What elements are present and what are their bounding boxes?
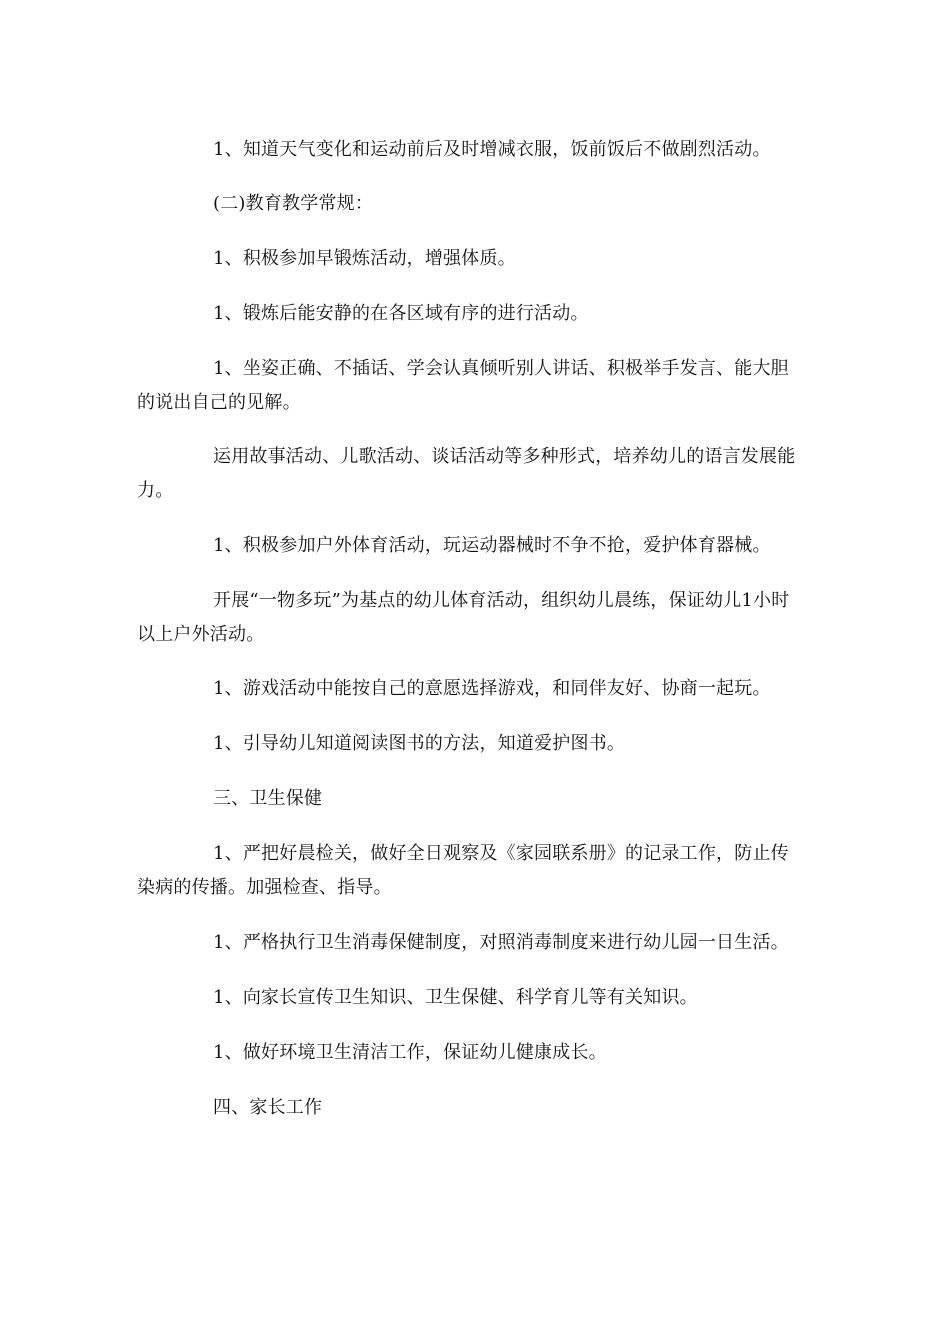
- paragraph-language-development: 运用故事活动、儿歌活动、谈话活动等多种形式，培养幼儿的语言发展能力。: [137, 446, 796, 501]
- paragraph-sitting-posture: 1、坐姿正确、不插话、学会认真倾听别人讲话、积极举手发言、能大胆的说出自己的见解。: [137, 358, 789, 413]
- section-heading-parent-work: 四、家长工作: [213, 1097, 323, 1118]
- paragraph-disinfection: 1、严格执行卫生消毒保健制度，对照消毒制度来进行幼儿园一日生活。: [213, 932, 789, 953]
- paragraph-reading-books: 1、引导幼儿知道阅读图书的方法，知道爱护图书。: [213, 733, 626, 754]
- paragraph-outdoor-sports: 1、积极参加户外体育活动，玩运动器械时不争不抢，爱护体育器械。: [213, 535, 771, 556]
- paragraph-morning-check: 1、严把好晨检关，做好全日观察及《家园联系册》的记录工作，防止传染病的传播。加强检查、指导。: [137, 843, 789, 898]
- paragraph-one-item-many-plays: 开展“一物多玩”为基点的幼儿体育活动，组织幼儿晨练，保证幼儿1小时以上户外活动。: [137, 590, 790, 645]
- section-heading-teaching-routine: (二)教育教学常规：: [213, 193, 374, 214]
- section-heading-health-care: 三、卫生保健: [213, 788, 323, 809]
- paragraph-clothing-activity: 1、知道天气变化和运动前后及时增减衣服，饭前饭后不做剧烈活动。: [213, 139, 771, 160]
- paragraph-parent-education: 1、向家长宣传卫生知识、卫生保健、科学育儿等有关知识。: [213, 987, 698, 1008]
- paragraph-game-activity: 1、游戏活动中能按自己的意愿选择游戏，和同伴友好、协商一起玩。: [213, 678, 771, 699]
- paragraph-environment-cleaning: 1、做好环境卫生清洁工作，保证幼儿健康成长。: [213, 1042, 607, 1063]
- paragraph-morning-exercise: 1、积极参加早锻炼活动，增强体质。: [213, 248, 516, 269]
- paragraph-orderly-activity: 1、锻炼后能安静的在各区域有序的进行活动。: [213, 303, 589, 324]
